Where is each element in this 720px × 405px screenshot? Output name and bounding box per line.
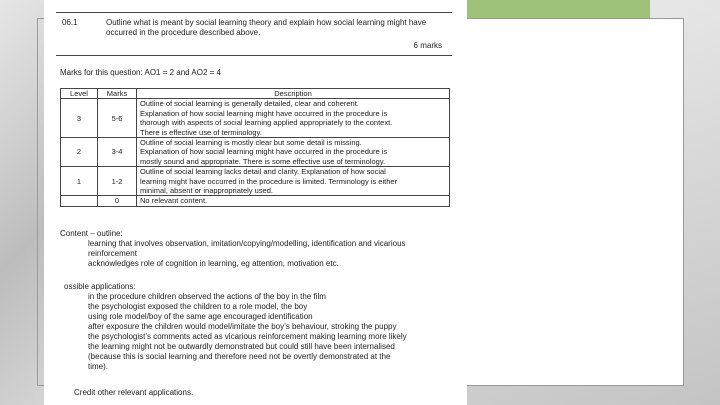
question-text: Outline what is meant by social learning theory and explain how social learning might have occurred in the procedure described above. (106, 18, 427, 37)
header-level: Level (61, 89, 98, 99)
header-description: Description (137, 89, 450, 99)
level-cell (61, 196, 98, 206)
levels-table (60, 88, 450, 207)
description-line: mostly sound and appropriate. There is some effective use of terminology. (140, 156, 386, 166)
marks-cell: 0 (98, 196, 137, 206)
description-line: Explanation of how social learning might have occurred in the procedure is (140, 108, 388, 118)
table-header-row (61, 89, 450, 99)
description-line: thorough with aspects of social learning applied appropriately to the context. (140, 118, 393, 128)
table-row (61, 99, 450, 138)
table-row (61, 196, 450, 206)
description-line: learning might have occurred in the procedure is limited. Terminology is either (140, 176, 398, 186)
marks-cell: 1-2 (98, 167, 137, 196)
description-line: Explanation of how social learning might have occurred in the procedure is (140, 147, 388, 157)
description-cell (137, 167, 450, 196)
application-item: the learning might not be outwardly demonstrated but could still have been internalised (88, 342, 395, 351)
application-item: after exposure the children would model/imitate the boy’s behaviour, stroking the puppy (88, 322, 397, 331)
slide-content-panel (467, 18, 684, 386)
content-item: acknowledges role of cognition in learning, eg attention, motivation etc. (88, 259, 339, 268)
description-cell (137, 196, 450, 206)
question-marks: 6 marks (413, 41, 442, 50)
content-heading: Content – outline: (60, 229, 123, 238)
application-item: the psychologist exposed the children to a role model, the boy (88, 302, 308, 311)
content-item: learning that involves observation, imitation/copying/modelling, identification and vicarious (88, 239, 406, 248)
marks-cell: 5-6 (98, 99, 137, 138)
content-item: reinforcement (88, 249, 137, 258)
header-marks: Marks (98, 89, 137, 99)
mark-scheme-document (44, 0, 467, 405)
applications-section (64, 282, 459, 372)
application-item: (because this is social learning and therefore need not be overtly demonstrated at the (88, 352, 391, 361)
marks-allocation: Marks for this question: AO1 = 2 and AO2 = 4 (60, 68, 221, 77)
description-line: No relevant content. (140, 196, 208, 206)
question-number: 06.1 (62, 18, 78, 27)
level-cell: 1 (61, 167, 98, 196)
marks-cell: 3-4 (98, 138, 137, 167)
content-section (60, 229, 460, 269)
credit-note: Credit other relevant applications. (74, 388, 194, 397)
level-cell: 3 (61, 99, 98, 138)
applications-heading: ossible applications: (64, 282, 136, 291)
table-row (61, 138, 450, 167)
description-line: Outline of social learning is generally detailed, clear and coherent. (140, 99, 359, 109)
question-box (56, 12, 452, 56)
application-item: in the procedure children observed the actions of the boy in the film (88, 292, 326, 301)
application-item: the psychologist’s comments acted as vicarious reinforcement making learning more likely (88, 332, 407, 341)
description-line: minimal, absent or inappropriately used. (140, 186, 273, 196)
application-item: using role model/boy of the same age encouraged identification (88, 312, 313, 321)
description-line: Outline of social learning is mostly clear but some detail is missing. (140, 138, 362, 148)
level-cell: 2 (61, 138, 98, 167)
description-line: There is effective use of terminology. (140, 127, 262, 137)
description-cell (137, 99, 450, 138)
description-cell (137, 138, 450, 167)
table-row (61, 167, 450, 196)
application-item: time). (88, 362, 108, 371)
description-line: Outline of social learning lacks detail and clarity. Explanation of how social (140, 167, 386, 177)
